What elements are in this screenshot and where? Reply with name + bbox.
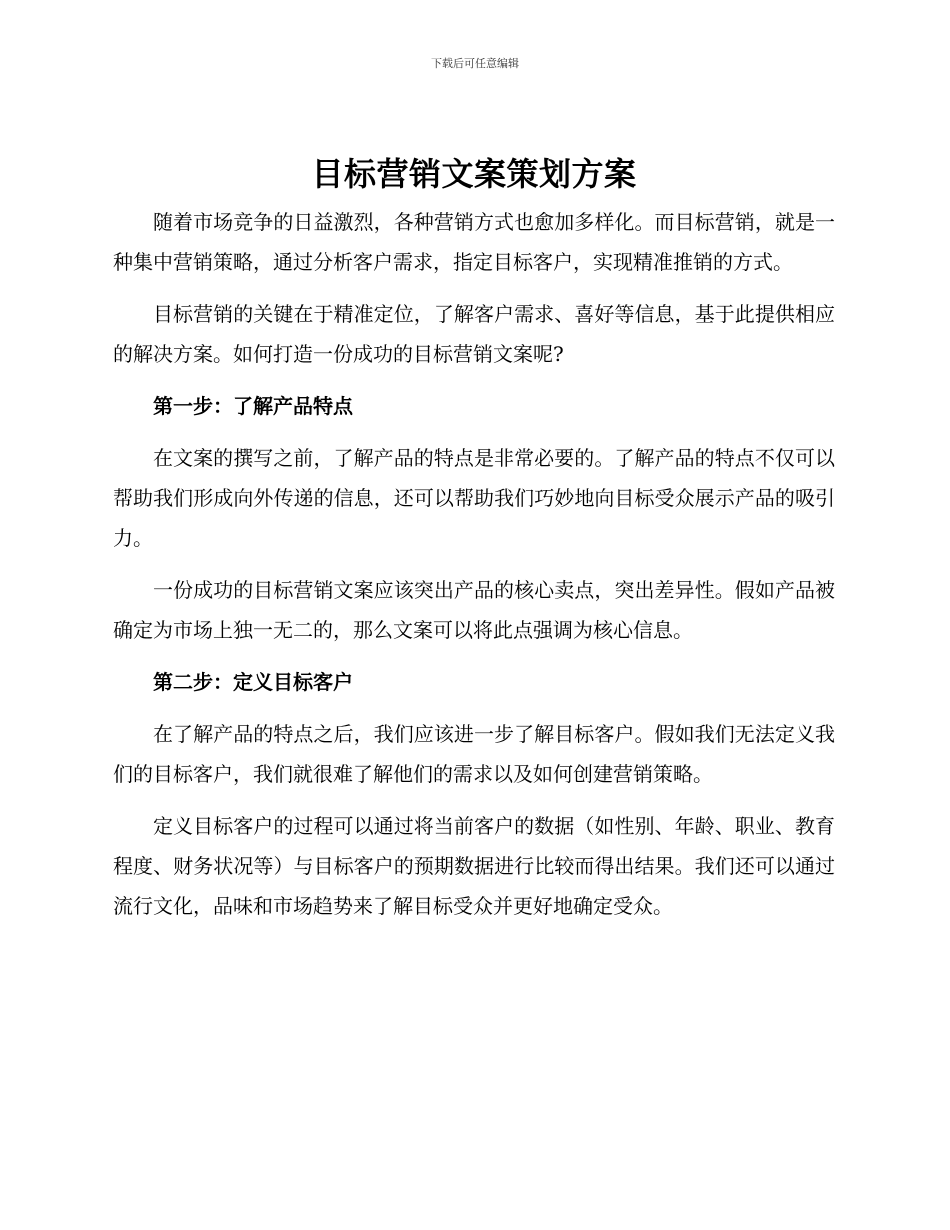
document-body [113, 150, 835, 938]
step1-heading: 第一步：了解产品特点 [153, 394, 353, 418]
intro-paragraph-1: 随着市场竞争的日益激烈，各种营销方式也愈加多样化。而目标营销，就是一种集中营销策略，通过分析客户需求，指定目标客户，实现精准推销的方式。 [113, 210, 835, 274]
step1-paragraph-1: 在文案的撰写之前，了解产品的特点是非常必要的。了解产品的特点不仅可以帮助我们形成向外传递的信息，还可以帮助我们巧妙地向目标受众展示产品的吸引力。 [113, 446, 835, 550]
step2-heading: 第二步：定义目标客户 [153, 670, 353, 694]
header-note: 下载后可任意编辑 [431, 57, 519, 70]
intro-paragraph-2: 目标营销的关键在于精准定位，了解客户需求、喜好等信息，基于此提供相应的解决方案。如何打造一份成功的目标营销文案呢? [113, 302, 835, 366]
step1-paragraph-2: 一份成功的目标营销文案应该突出产品的核心卖点，突出差异性。假如产品被确定为市场上独一无二的，那么文案可以将此点强调为核心信息。 [113, 578, 835, 642]
step2-paragraph-1: 在了解产品的特点之后，我们应该进一步了解目标客户。假如我们无法定义我们的目标客户，我们就很难了解他们的需求以及如何创建营销策略。 [113, 722, 835, 786]
step2-paragraph-2: 定义目标客户的过程可以通过将当前客户的数据（如性别、年龄、职业、教育程度、财务状况等）与目标客户的预期数据进行比较而得出结果。我们还可以通过流行文化，品味和市场趋势来了解目标受众并更好地确定受众。 [113, 814, 835, 918]
document-title: 目标营销文案策划方案 [311, 155, 637, 193]
